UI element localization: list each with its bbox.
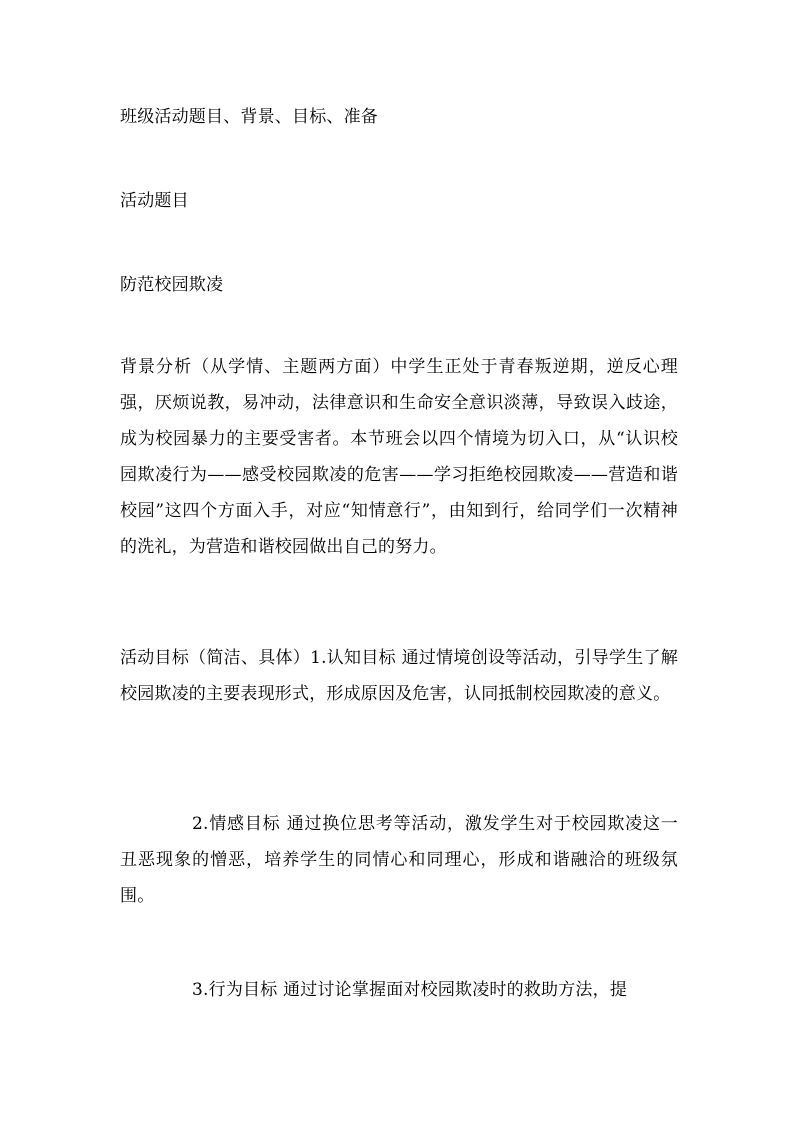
document-heading [120, 99, 678, 135]
topic-title [120, 267, 678, 303]
goal-3-text: 3.行为目标 通过讨论掌握面对校园欺凌时的救助方法，提 [192, 980, 628, 1000]
goal-2-text: 2.情感目标 通过换位思考等活动，激发学生对于校园欺凌这一丑恶现象的憎恶，培养学生的同情心和同理心，形成和谐融洽的班级氛围。 [120, 814, 678, 906]
goal-3-paragraph [120, 972, 678, 1008]
topic-title-text: 防范校园欺凌 [120, 275, 224, 295]
goals-intro-text: 活动目标（简洁、具体）1.认知目标 通过情境创设等活动，引导学生了解校园欺凌的主要表现形式，形成原因及危害，认同抵制校园欺凌的意义。 [120, 648, 678, 704]
topic-label-text: 活动题目 [120, 191, 189, 211]
goals-intro-paragraph [120, 640, 678, 712]
background-paragraph [120, 349, 678, 565]
topic-label [120, 183, 678, 219]
background-text: 背景分析（从学情、主题两方面）中学生正处于青春叛逆期，逆反心理强，厌烦说教，易冲动，法律意识和生命安全意识淡薄，导致误入歧途，成为校园暴力的主要受害者。本节班会以四个情境为切入口，从“认识校园欺凌行为——感受校园欺凌的危害——学习拒绝校园欺凌——营造和谐校园”这四个方面入手，对应“知情意行”，由知到行，给同学们一次精神的洗礼，为营造和谐校园做出自己的努力。 [120, 357, 678, 557]
heading-text: 班级活动题目、背景、目标、准备 [120, 107, 378, 127]
goal-2-paragraph [120, 806, 678, 914]
